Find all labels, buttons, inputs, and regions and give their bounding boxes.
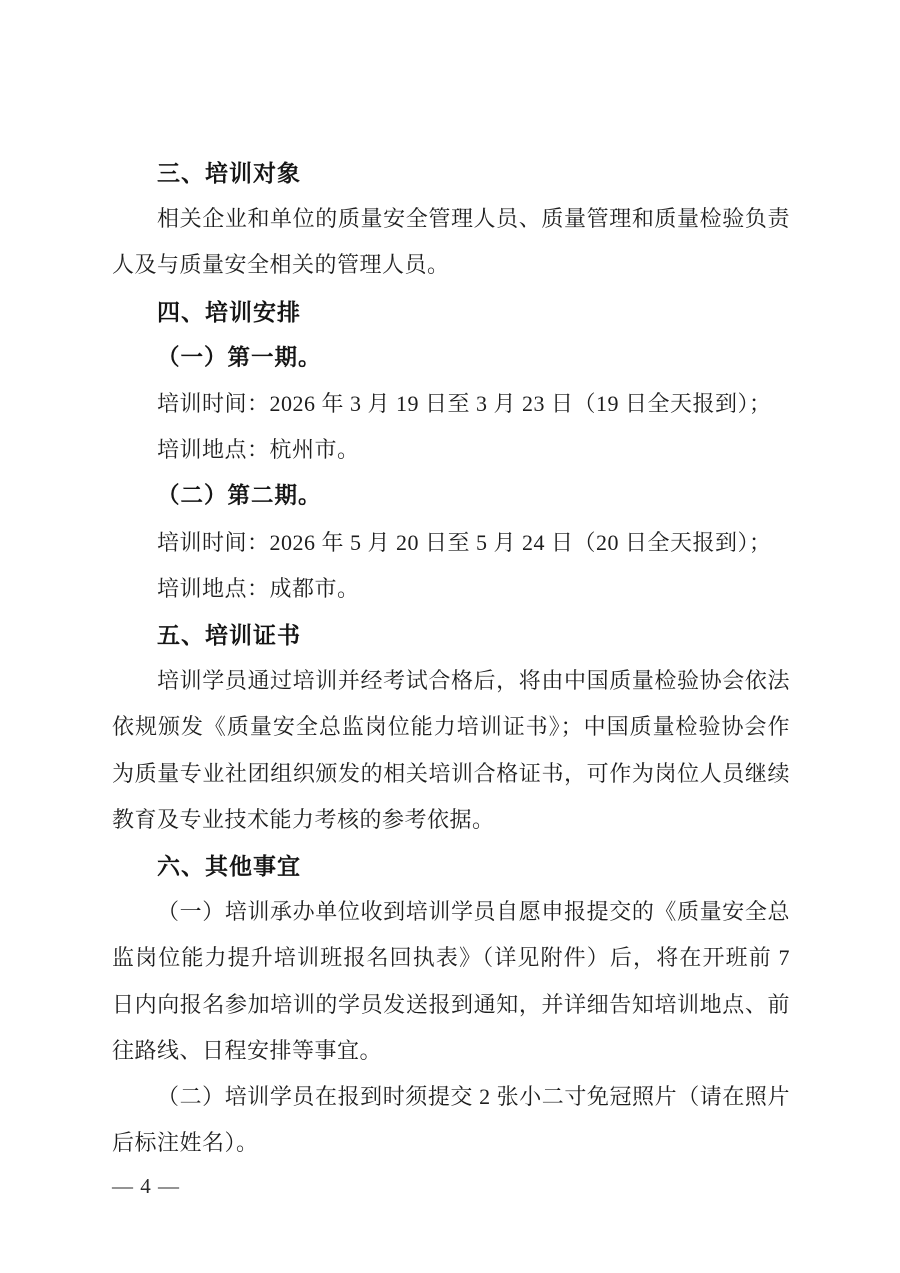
paragraph-phase1-time: 培训时间：2026 年 3 月 19 日至 3 月 23 日（19 日全天报到）； — [157, 391, 772, 417]
paragraph-phase2-time: 培训时间：2026 年 5 月 20 日至 5 月 24 日（20 日全天报到）； — [157, 529, 772, 555]
paragraph-certificate: 培训学员通过培训并经考试合格后，将由中国质量检验协会依法依规颁发《质量安全总监岗位能力培训证书》；中国质量检验协会作为质量专业社团组织颁发的相关培训合格证书，可作为岗位人员继续教育及专业技术能力考核的参考依据。 — [112, 668, 790, 832]
document-body — [112, 150, 790, 1166]
section-heading-other-matters: 六、其他事宜 — [157, 853, 301, 880]
paragraph-other-matters-item1: （一）培训承办单位收到培训学员自愿申报提交的《质量安全总监岗位能力提升培训班报名回执表》（详见附件）后，将在开班前 7 日内向报名参加培训的学员发送报到通知，并详细告知培训地点、前往路线、日程安排等事宜。 — [112, 899, 790, 1063]
section-heading-certificate: 五、培训证书 — [157, 622, 301, 649]
section-heading-training-schedule: 四、培训安排 — [157, 298, 301, 325]
paragraph-other-matters-item2: （二）培训学员在报到时须提交 2 张小二寸免冠照片（请在照片后标注姓名）。 — [112, 1084, 790, 1156]
subheading-phase2: （二）第二期。 — [157, 483, 322, 509]
paragraph-training-target: 相关企业和单位的质量安全管理人员、质量管理和质量检验负责人及与质量安全相关的管理人员。 — [112, 206, 790, 278]
paragraph-phase2-place: 培训地点：成都市。 — [157, 575, 360, 601]
section-heading-training-target: 三、培训对象 — [157, 160, 301, 186]
paragraph-phase1-place: 培训地点：杭州市。 — [157, 437, 360, 463]
subheading-phase1: （一）第一期。 — [157, 344, 322, 370]
page-number: — 4 — — [112, 1174, 180, 1198]
